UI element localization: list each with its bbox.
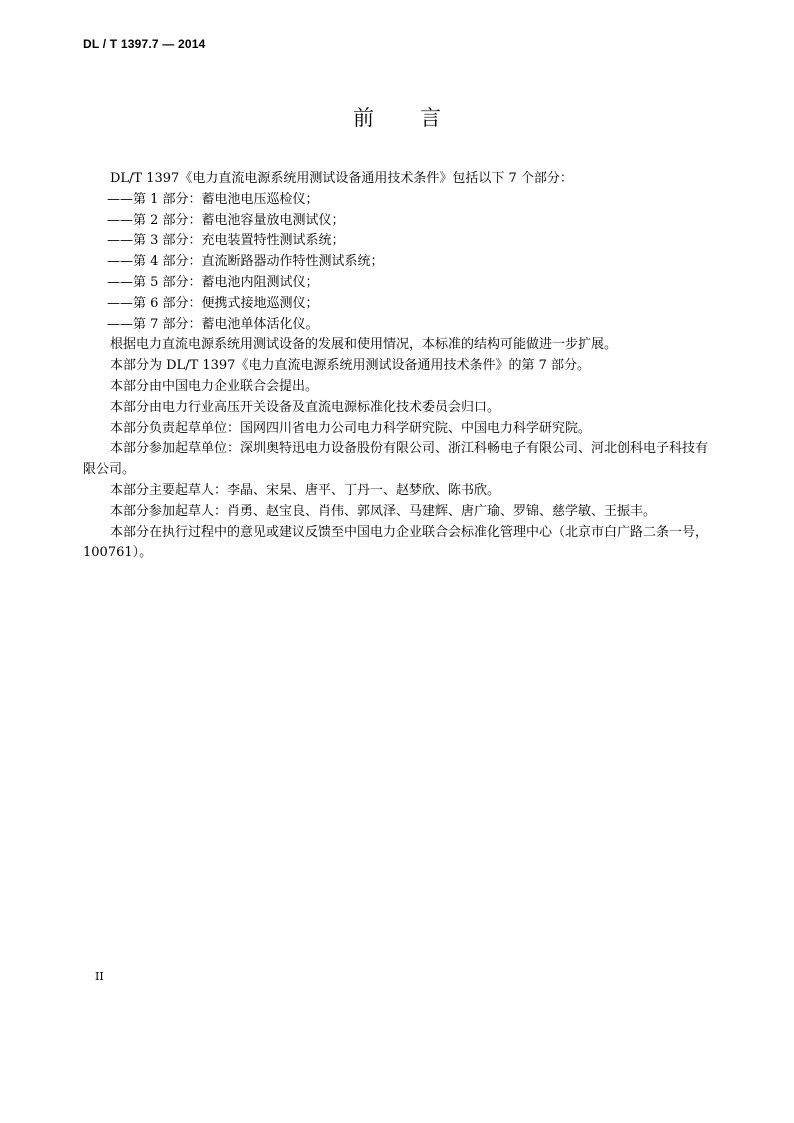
paragraph-feedback: 本部分在执行过程中的意见或建议反馈至中国电力企业联合会标准化管理中心（北京市白广路二条一号，100761）。 bbox=[83, 524, 709, 561]
intro-paragraph: DL/T 1397《电力直流电源系统用测试设备通用技术条件》包括以下 7 个部分： bbox=[110, 171, 573, 186]
document-code-header: DL / T 1397.7 — 2014 bbox=[83, 37, 206, 51]
paragraph-participating-drafters: 本部分参加起草单位：深圳奥特迅电力设备股份有限公司、浙江科畅电子有限公司、河北创科电子科技有限公司。 bbox=[83, 441, 709, 478]
part-item-6: ——第 6 部分：便携式接地巡测仪； bbox=[107, 295, 319, 311]
page-number: II bbox=[95, 970, 104, 983]
part-item-3: ——第 3 部分：充电装置特性测试系统； bbox=[107, 233, 345, 249]
part-item-7: ——第 7 部分：蓄电池单体活化仪。 bbox=[107, 316, 319, 332]
paragraph-participating-authors: 本部分参加起草人：肖勇、赵宝良、肖伟、郭凤泽、马建辉、唐广瑜、罗锦、慈学敏、王振丰。 bbox=[110, 503, 657, 519]
paragraph-part-scope: 本部分为 DL/T 1397《电力直流电源系统用测试设备通用技术条件》的第 7 部分。 bbox=[110, 358, 590, 374]
paragraph-proposer: 本部分由中国电力企业联合会提出。 bbox=[110, 378, 319, 394]
foreword-body bbox=[83, 169, 713, 564]
part-item-2: ——第 2 部分：蓄电池容量放电测试仪； bbox=[107, 212, 345, 228]
part-item-1: ——第 1 部分：蓄电池电压巡检仪； bbox=[107, 191, 319, 207]
part-item-5: ——第 5 部分：蓄电池内阻测试仪； bbox=[107, 274, 319, 290]
part-item-4: ——第 4 部分：直流断路器动作特性测试系统； bbox=[107, 254, 384, 270]
page-title: 前言 bbox=[353, 106, 487, 130]
paragraph-lead-drafters: 本部分负责起草单位：国网四川省电力公司电力科学研究院、中国电力科学研究院。 bbox=[110, 420, 592, 436]
paragraph-main-authors: 本部分主要起草人：李晶、宋杲、唐平、丁丹一、赵梦欣、陈书欣。 bbox=[110, 482, 501, 498]
paragraph-expansion: 根据电力直流电源系统用测试设备的发展和使用情况，本标准的结构可能做进一步扩展。 bbox=[110, 337, 618, 353]
paragraph-committee: 本部分由电力行业高压开关设备及直流电源标准化技术委员会归口。 bbox=[110, 399, 501, 415]
